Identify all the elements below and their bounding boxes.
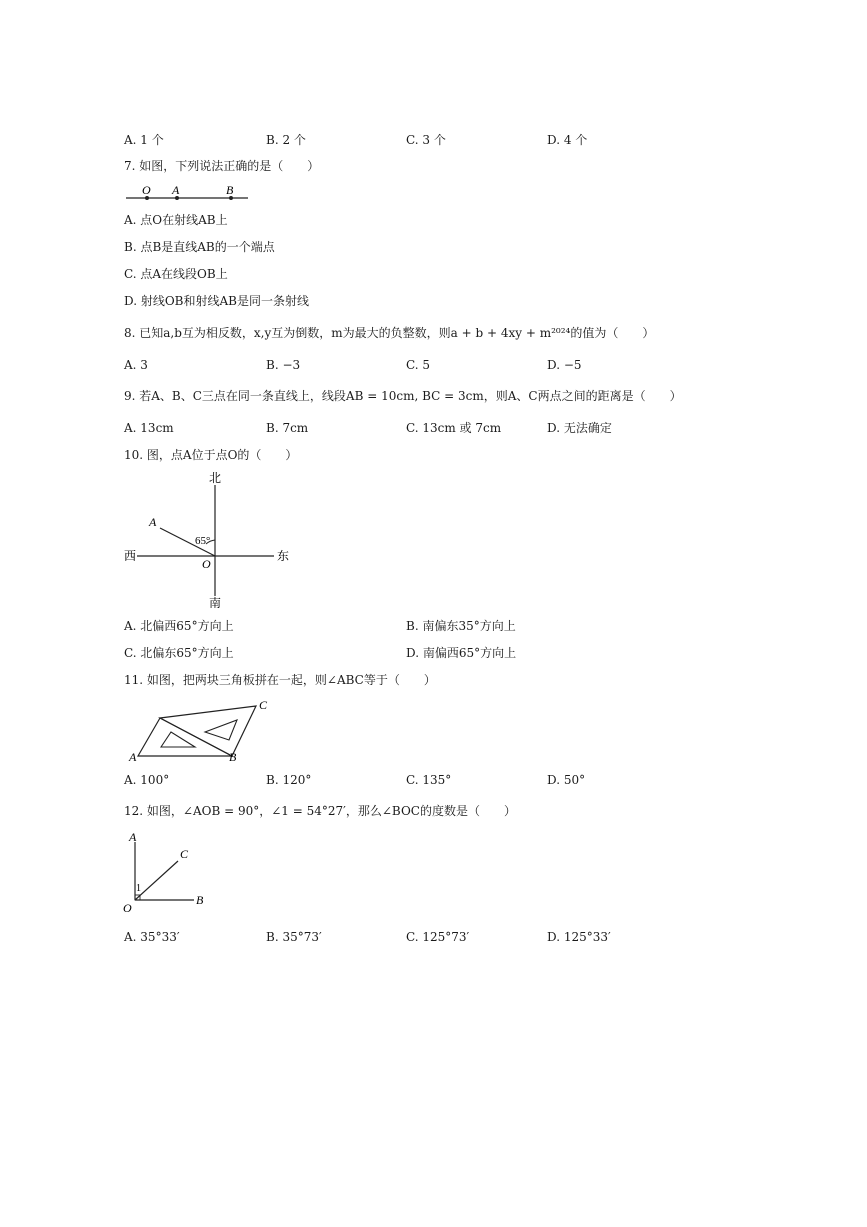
q12-label-o: O [123, 901, 132, 915]
q9-stem: 9. 若A、B、C三点在同一条直线上，线段AB = 10cm, BC = 3cm，则A、C两点之间的距离是（ ） [124, 389, 682, 403]
q12-option-d: D. 125°33′ [547, 930, 611, 944]
q7-label-o: O [142, 183, 151, 197]
q7-ray-figure [120, 180, 260, 206]
q11-set-squares-figure [124, 694, 284, 766]
q12-option-c: C. 125°73′ [406, 930, 470, 944]
q10-label-a: A [149, 515, 157, 529]
q8-option-a: A. 3 [124, 358, 148, 372]
q10-stem: 10. 图，点A位于点O的（ ） [124, 448, 298, 462]
q11-label-c: C [259, 698, 268, 712]
q10-label-east: 东 [277, 549, 290, 563]
q8-stem: 8. 已知a,b互为相反数，x,y互为倒数，m为最大的负整数，则a + b + 4xy + m²⁰²⁴的值为（ ） [124, 326, 655, 340]
q10-option-d: D. 南偏西65°方向上 [406, 646, 517, 660]
q10-compass-figure [120, 468, 300, 614]
q12-ray-oc [135, 861, 178, 900]
q11-option-b: B. 120° [266, 773, 312, 787]
q10-option-c: C. 北偏东65°方向上 [124, 646, 234, 660]
q7-option-d: D. 射线OB和射线AB是同一条射线 [124, 294, 309, 308]
q10-option-a: A. 北偏西65°方向上 [124, 619, 234, 633]
q11-inner-triangle-right [205, 720, 237, 740]
q9-option-c: C. 13cm 或 7cm [406, 421, 502, 435]
q11-option-a: A. 100° [124, 773, 170, 787]
q7-label-a: A [172, 183, 180, 197]
q12-option-b: B. 35°73′ [266, 930, 322, 944]
q8-option-c: C. 5 [406, 358, 431, 372]
q12-label-angle-1: 1 [136, 883, 141, 894]
q11-label-a: A [129, 750, 137, 764]
q12-label-b: B [196, 893, 204, 907]
q12-label-a: A [129, 830, 137, 844]
q11-triangle-abd [138, 718, 232, 756]
q10-label-angle: 65° [195, 535, 211, 547]
q9-option-a: A. 13cm [124, 421, 174, 435]
q11-option-d: D. 50° [547, 773, 586, 787]
q6-option-a: A. 1 个 [124, 133, 164, 147]
q6-option-b: B. 2 个 [266, 133, 306, 147]
q8-option-b: B. −3 [266, 358, 301, 372]
q11-label-b: B [229, 750, 237, 764]
q12-angle-figure [120, 828, 210, 918]
q11-stem: 11. 如图，把两块三角板拼在一起，则∠ABC等于（ ） [124, 673, 436, 687]
q10-label-north: 北 [209, 471, 222, 485]
q12-label-c: C [180, 847, 189, 861]
q7-stem: 7. 如图，下列说法正确的是（ ） [124, 159, 320, 173]
q7-label-b: B [226, 183, 234, 197]
q8-option-d: D. −5 [547, 358, 582, 372]
q12-stem: 12. 如图，∠AOB = 90°，∠1 = 54°27′，那么∠BOC的度数是（ ） [124, 804, 516, 818]
q7-option-c: C. 点A在线段OB上 [124, 267, 228, 281]
q10-label-o: O [202, 557, 211, 571]
q10-label-south: 南 [209, 596, 222, 610]
q9-option-b: B. 7cm [266, 421, 309, 435]
q6-option-d: D. 4 个 [547, 133, 588, 147]
q10-option-b: B. 南偏东35°方向上 [406, 619, 516, 633]
q10-label-west: 西 [124, 549, 137, 563]
q6-option-c: C. 3 个 [406, 133, 446, 147]
q9-option-d: D. 无法确定 [547, 421, 612, 435]
q12-option-a: A. 35°33′ [124, 930, 180, 944]
q11-option-c: C. 135° [406, 773, 452, 787]
q7-option-b: B. 点B是直线AB的一个端点 [124, 240, 275, 254]
q7-option-a: A. 点O在射线AB上 [124, 213, 228, 227]
